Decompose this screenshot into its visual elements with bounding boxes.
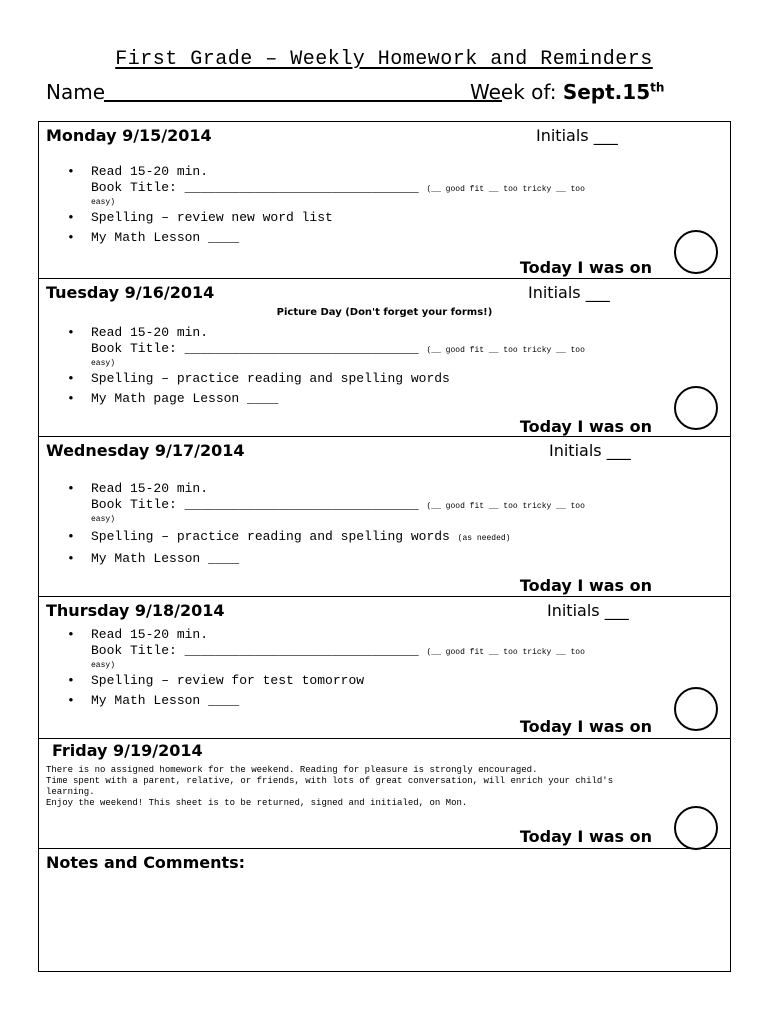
thursday-title: Thursday 9/18/2014: [46, 601, 225, 620]
week-of: [470, 80, 664, 104]
monday-section: [39, 122, 730, 279]
wednesday-section: [39, 437, 730, 597]
monday-initials: Initials ___: [536, 126, 618, 145]
wednesday-title: Wednesday 9/17/2014: [46, 441, 245, 460]
notes-section[interactable]: [39, 849, 730, 971]
picture-day-note: Picture Day (Don't forget your forms!): [276, 307, 493, 318]
book-title-line: Book Title: ______________________________ (__ good fit __ too tricky __ too: [91, 341, 585, 356]
list-item: • My Math Lesson ____: [67, 551, 240, 566]
day-circle[interactable]: [674, 806, 718, 850]
wednesday-initials: Initials ___: [549, 441, 631, 460]
thursday-section: [39, 597, 730, 739]
week-label: Week of:: [470, 80, 557, 104]
list-item: • Spelling – practice reading and spelling words: [67, 371, 450, 386]
tuesday-title: Tuesday 9/16/2014: [46, 283, 215, 302]
list-item: • Read 15-20 min. Book Title: ______________________________ (__ good fit __ too tricky __ too easy): [67, 481, 717, 525]
list-item: • Read 15-20 min. Book Title: ______________________________ (__ good fit __ too tricky __ too easy): [67, 325, 717, 369]
book-title-line: Book Title: ______________________________ (__ good fit __ too tricky __ too: [91, 497, 585, 512]
name-label: Name: [46, 80, 106, 104]
list-item: • Spelling – practice reading and spelling words (as needed): [67, 529, 511, 544]
thursday-initials: Initials ___: [547, 601, 629, 620]
friday-section: [39, 739, 730, 849]
list-item: • Read 15-20 min. Book Title: ______________________________ (__ good fit __ too tricky __ too easy): [67, 627, 717, 671]
friday-message: There is no assigned homework for the weekend. Reading for pleasure is strongly encouraged. Time spent with a parent, relative, or friends, with lots of great conversation, will enrich your child's learning. Enjoy the weekend! This sheet is to be returned, signed and initialed, on Mon.: [46, 765, 614, 808]
notes-title: Notes and Comments:: [46, 853, 246, 872]
monday-list: [67, 164, 717, 246]
list-item: • Read 15-20 min. Book Title: ______________________________ (__ good fit __ too tricky __ too easy): [67, 164, 717, 208]
day-circle[interactable]: [674, 386, 718, 430]
book-title-line: Book Title: ______________________________ (__ good fit __ too tricky __ too: [91, 643, 585, 658]
tuesday-list: [67, 325, 717, 407]
today-label: Today I was on: [519, 576, 652, 595]
today-label: Today I was on: [519, 717, 652, 736]
thursday-list: [67, 627, 717, 709]
list-item: • My Math page Lesson ____: [67, 391, 279, 406]
list-item: • Spelling – review new word list: [67, 210, 333, 225]
week-value: Sept.15th: [562, 80, 665, 104]
list-item: • My Math Lesson ____: [67, 230, 240, 245]
wednesday-list: [67, 481, 717, 567]
today-label: Today I was on: [519, 417, 652, 436]
today-label: Today I was on: [519, 258, 652, 277]
name-row: [46, 80, 746, 110]
tuesday-section: [39, 279, 730, 437]
day-circle[interactable]: [674, 230, 718, 274]
name-line: [104, 100, 502, 102]
tuesday-initials: Initials ___: [528, 283, 610, 302]
page-title: First Grade – Weekly Homework and Reminders: [115, 48, 653, 71]
list-item: • My Math Lesson ____: [67, 693, 240, 708]
book-title-line: Book Title: ______________________________ (__ good fit __ too tricky __ too: [91, 180, 585, 195]
day-circle[interactable]: [674, 687, 718, 731]
list-item: • Spelling – review for test tomorrow: [67, 673, 365, 688]
friday-title: Friday 9/19/2014: [52, 741, 203, 760]
monday-title: Monday 9/15/2014: [46, 126, 212, 145]
today-label: Today I was on: [519, 827, 652, 846]
homework-sheet: [38, 121, 731, 972]
